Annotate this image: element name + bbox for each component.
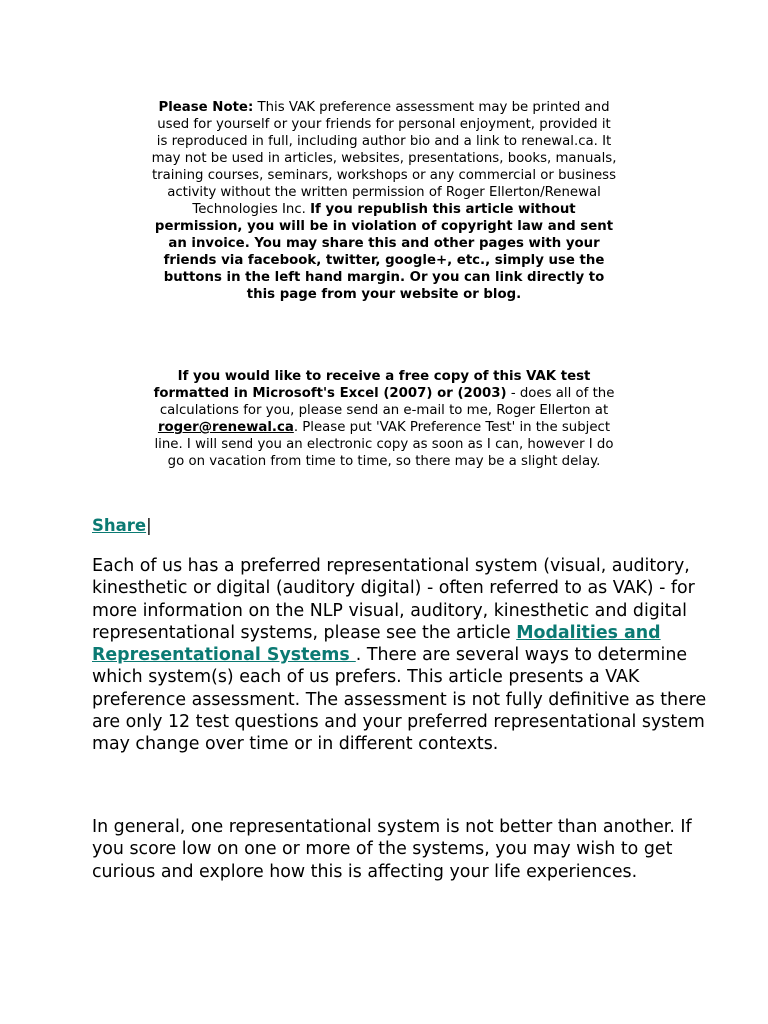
p1-text-after: . There are several ways to determine which system(s) each of us prefers. This article presents a VAK preference assessment. The assessment is not fully definitive as there are only 12 test questions and your preferred representational system may change over time or in different contexts. [92,645,707,755]
note-text: This VAK preference assessment may be printed and used for yourself or your friends for personal enjoyment, provided it is reproduced in full, including author bio and a link to renewal.ca. It may not be used in articles, websites, presentations, books, manuals, training courses, seminars, workshops or any commercial or business activity without the written permission of Roger Ellerton/Renewal Technologies Inc. [151,100,617,217]
article-paragraph-1 [92,555,712,756]
offer-text-1: - does all of the calculations for you, please send an e-mail to me, Roger Ellerton at [159,386,615,418]
usage-notice [150,99,618,303]
note-copyright-warning: If you republish this article without permission, you will be in violation of copyright law and sent an invoice. You may share this and other pages with your friends via facebook, twitter, google+, etc., simply use the buttons in the left hand margin. Or you can link directly to this page from your website or blog. [154,202,614,302]
p1-text-before: Each of us has a preferred representational system (visual, auditory, kinesthetic or digital (auditory digital) - often referred to as VAK) - for more information on the NLP visual, auditory, kinesthetic and digital representational systems, please see the article [92,556,695,643]
excel-offer-notice [150,368,618,470]
note-label: Please Note: [158,100,254,115]
share-separator: | [146,516,152,535]
offer-text-2: . Please put 'VAK Preference Test' in the subject line. I will send you an electronic copy as soon as I can, however I do go on vacation from time to time, so there may be a slight delay. [154,420,614,469]
modalities-article-link[interactable]: Modalities and Representational Systems [92,622,661,666]
email-link[interactable]: roger@renewal.ca [157,420,294,435]
article-paragraph-2: In general, one representational system is not better than another. If you score low on one or more of the systems, you may wish to get curious and explore how this is affecting your life experiences. [92,817,692,882]
offer-heading: If you would like to receive a free copy of this VAK test formatted in Microsoft's Excel (2007) or (2003) [153,369,591,401]
share-link[interactable]: Share [92,516,147,535]
share-bar [92,515,152,537]
